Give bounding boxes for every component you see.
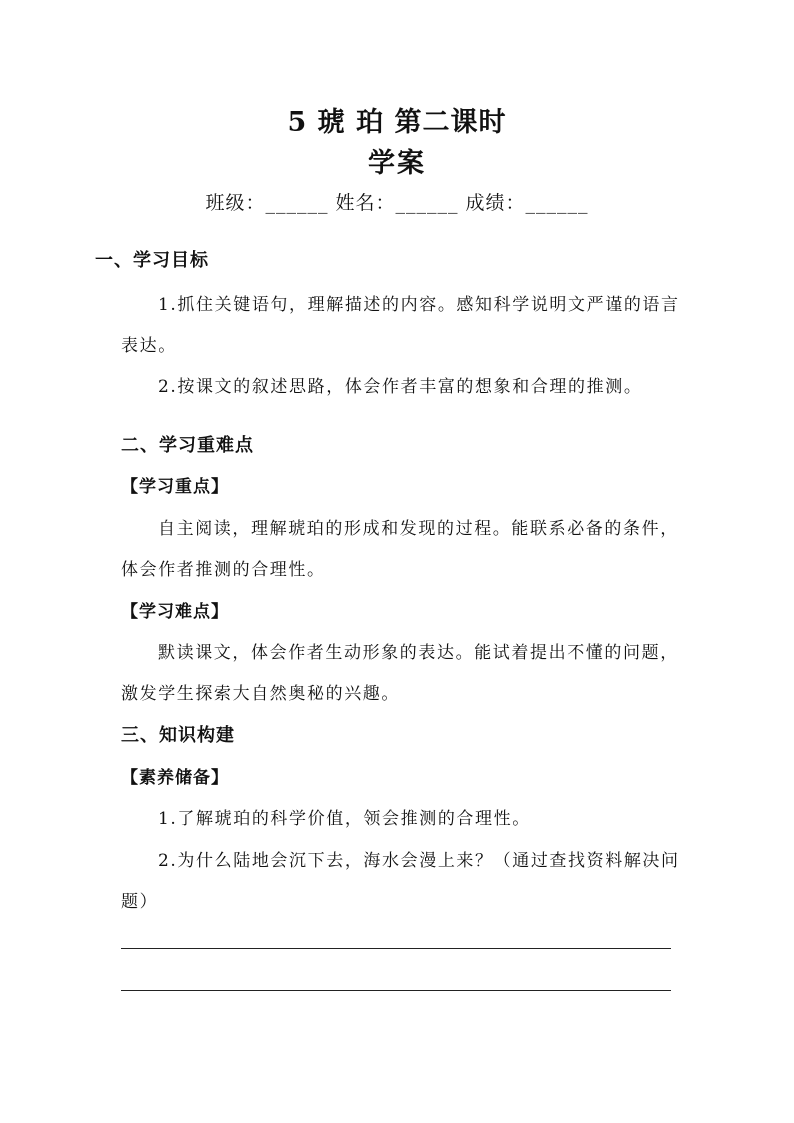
objective-1-line-1: 1.抓住关键语句，理解描述的内容。感知科学说明文严谨的语言 (158, 295, 680, 315)
answer-line-2[interactable] (121, 990, 671, 991)
difficulty-line-2: 激发学生探索大自然奥秘的兴趣。 (121, 684, 400, 704)
preparation-label: 【素养储备】 (121, 768, 229, 788)
question-2-line-2: 题） (121, 892, 159, 912)
section-heading-key-points: 二、学习重难点 (121, 435, 254, 456)
page-subtitle: 学案 (368, 148, 426, 179)
section-heading-objectives: 一、学习目标 (95, 250, 209, 271)
answer-line-1[interactable] (121, 948, 671, 949)
student-info-line: 班级：______ 姓名：______ 成绩：______ (205, 192, 589, 214)
focus-label: 【学习重点】 (121, 477, 229, 497)
difficulty-label: 【学习难点】 (121, 602, 229, 622)
page-title: 5 琥 珀 第二课时 (287, 107, 507, 138)
question-1: 1.了解琥珀的科学价值，领会推测的合理性。 (158, 809, 531, 829)
question-2-line-1: 2.为什么陆地会沉下去，海水会漫上来？（通过查找资料解决问 (158, 851, 680, 871)
objective-1-line-2: 表达。 (121, 336, 177, 356)
difficulty-line-1: 默读课文，体会作者生动形象的表达。能试着提出不懂的问题， (158, 643, 679, 663)
objective-2: 2.按课文的叙述思路，体会作者丰富的想象和合理的推测。 (158, 377, 643, 397)
focus-line-1: 自主阅读，理解琥珀的形成和发现的过程。能联系必备的条件， (158, 519, 679, 539)
section-heading-knowledge: 三、知识构建 (121, 725, 235, 746)
focus-line-2: 体会作者推测的合理性。 (121, 560, 326, 580)
